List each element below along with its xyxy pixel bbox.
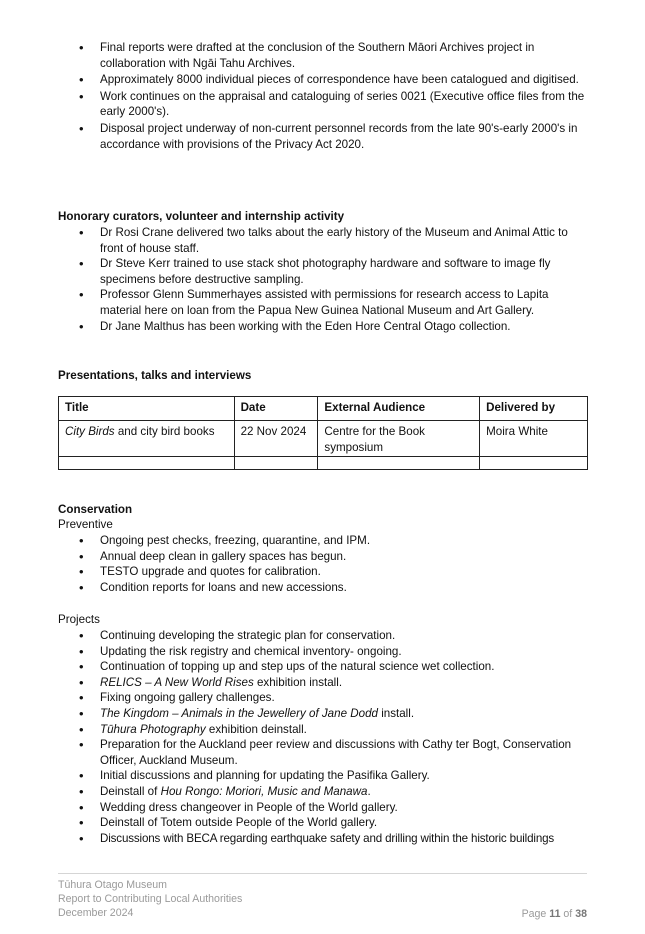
item-text: Updating the risk registry and chemical inventory- ongoing. [100,644,402,658]
item-text: exhibition install. [253,675,343,689]
honorary-heading: Honorary curators, volunteer and internship activity [58,210,345,223]
table-row-empty [59,457,588,470]
page-number [522,907,587,921]
conservation-heading: Conservation [58,503,133,516]
cell-delivered-by: Moira White [480,421,588,457]
list-item: • Final reports were drafted at the conclusion of the Southern Māori Archives project in collaboration with Ngāi Tahu Archives. [58,40,587,71]
list-item [58,628,587,644]
page-footer [58,873,587,920]
table-row [59,421,588,457]
list-item [58,659,587,675]
item-text: exhibition deinstall. [205,722,307,736]
projects-list [58,628,587,846]
cell-empty [480,457,588,470]
table-header-row [59,397,588,421]
title-rest: and city bird books [114,425,215,438]
list-item: • Professor Glenn Summerhayes assisted with permissions for research access to Lapita material here on loan from the Papua New Guinea National Museum and Art Gallery. [58,287,587,318]
page-of: of [560,908,576,920]
list-item [58,644,587,660]
item-text: Initial discussions and planning for updating the Pasifika Gallery. [100,769,430,783]
cell-audience: Centre for the Book symposium [318,421,480,457]
list-item: • Condition reports for loans and new accessions. [58,580,587,596]
list-item [58,800,587,816]
list-item [58,722,587,738]
column-header-title: Title [59,397,235,421]
preventive-label: Preventive [58,518,113,531]
item-text: . [367,784,371,798]
presentations-heading: Presentations, talks and interviews [58,369,252,382]
item-italic: Tūhura Photography [100,722,206,736]
column-header-audience: External Audience [318,397,480,421]
item-text: Continuing developing the strategic plan for conservation. [100,629,396,642]
list-item: • Dr Steve Kerr trained to use stack shot photography hardware and software to image fly specimens before destructive sampling. [58,256,587,287]
cell-empty [234,457,318,470]
page-current: 11 [549,908,561,920]
page-total: 38 [575,908,587,920]
list-item [58,690,587,706]
item-text: Deinstall of [100,784,161,798]
list-item [58,675,587,691]
list-item [58,737,587,768]
presentations-table [58,396,588,470]
item-text: Fixing ongoing gallery challenges. [100,691,275,705]
cell-empty [318,457,480,470]
list-item: • Ongoing pest checks, freezing, quarantine, and IPM. [58,533,587,549]
list-item [58,784,587,800]
cell-title [59,421,235,457]
item-text: Deinstall of Totem outside People of the World gallery. [100,816,378,830]
footer-org: Tūhura Otago Museum [58,879,167,891]
item-text: Wedding dress changeover in People of the World gallery. [100,800,398,814]
archives-list [58,40,587,153]
list-item: • TESTO upgrade and quotes for calibration. [58,564,587,580]
honorary-list [58,225,587,334]
item-italic: The Kingdom – Animals in the Jewellery of Jane Dodd [100,706,378,720]
footer-date: December 2024 [58,907,134,919]
column-header-date: Date [234,397,318,421]
list-item: • Dr Jane Malthus has been working with the Eden Hore Central Otago collection. [58,319,587,335]
cell-empty [59,457,235,470]
title-italic: City Birds [65,425,115,438]
item-italic: RELICS – A New World Rises [100,675,254,689]
item-text: Preparation for the Auckland peer review and discussions with Cathy ter Bogt, Conservation Officer, Auckland Museum. [100,738,572,767]
column-header-delivered-by: Delivered by [480,397,588,421]
footer-report: Report to Contributing Local Authorities [58,893,243,905]
list-item: • Approximately 8000 individual pieces of correspondence have been catalogued and digitised. [58,72,587,88]
list-item: • Annual deep clean in gallery spaces has begun. [58,549,587,565]
list-item: • Dr Rosi Crane delivered two talks about the early history of the Museum and Animal Attic to front of house staff. [58,225,587,256]
list-item: • Work continues on the appraisal and cataloguing of series 0021 (Executive office files from the early 2000's). [58,89,587,120]
preventive-list [58,533,587,595]
cell-date: 22 Nov 2024 [234,421,318,457]
list-item [58,815,587,831]
item-text: Continuation of topping up and step ups of the natural science wet collection. [100,660,495,674]
item-text: Discussions with BECA regarding earthquake safety and drilling within the historic buildings [100,831,555,845]
page-prefix: Page [521,908,550,920]
list-item [58,768,587,784]
projects-label: Projects [58,613,100,626]
list-item [58,831,587,847]
list-item [58,706,587,722]
item-italic: Hou Rongo: Moriori, Music and Manawa [160,784,368,798]
list-item: • Disposal project underway of non-current personnel records from the late 90's-early 2000's in accordance with provisions of the Privacy Act 2020. [58,121,587,152]
item-text: install. [377,706,415,720]
